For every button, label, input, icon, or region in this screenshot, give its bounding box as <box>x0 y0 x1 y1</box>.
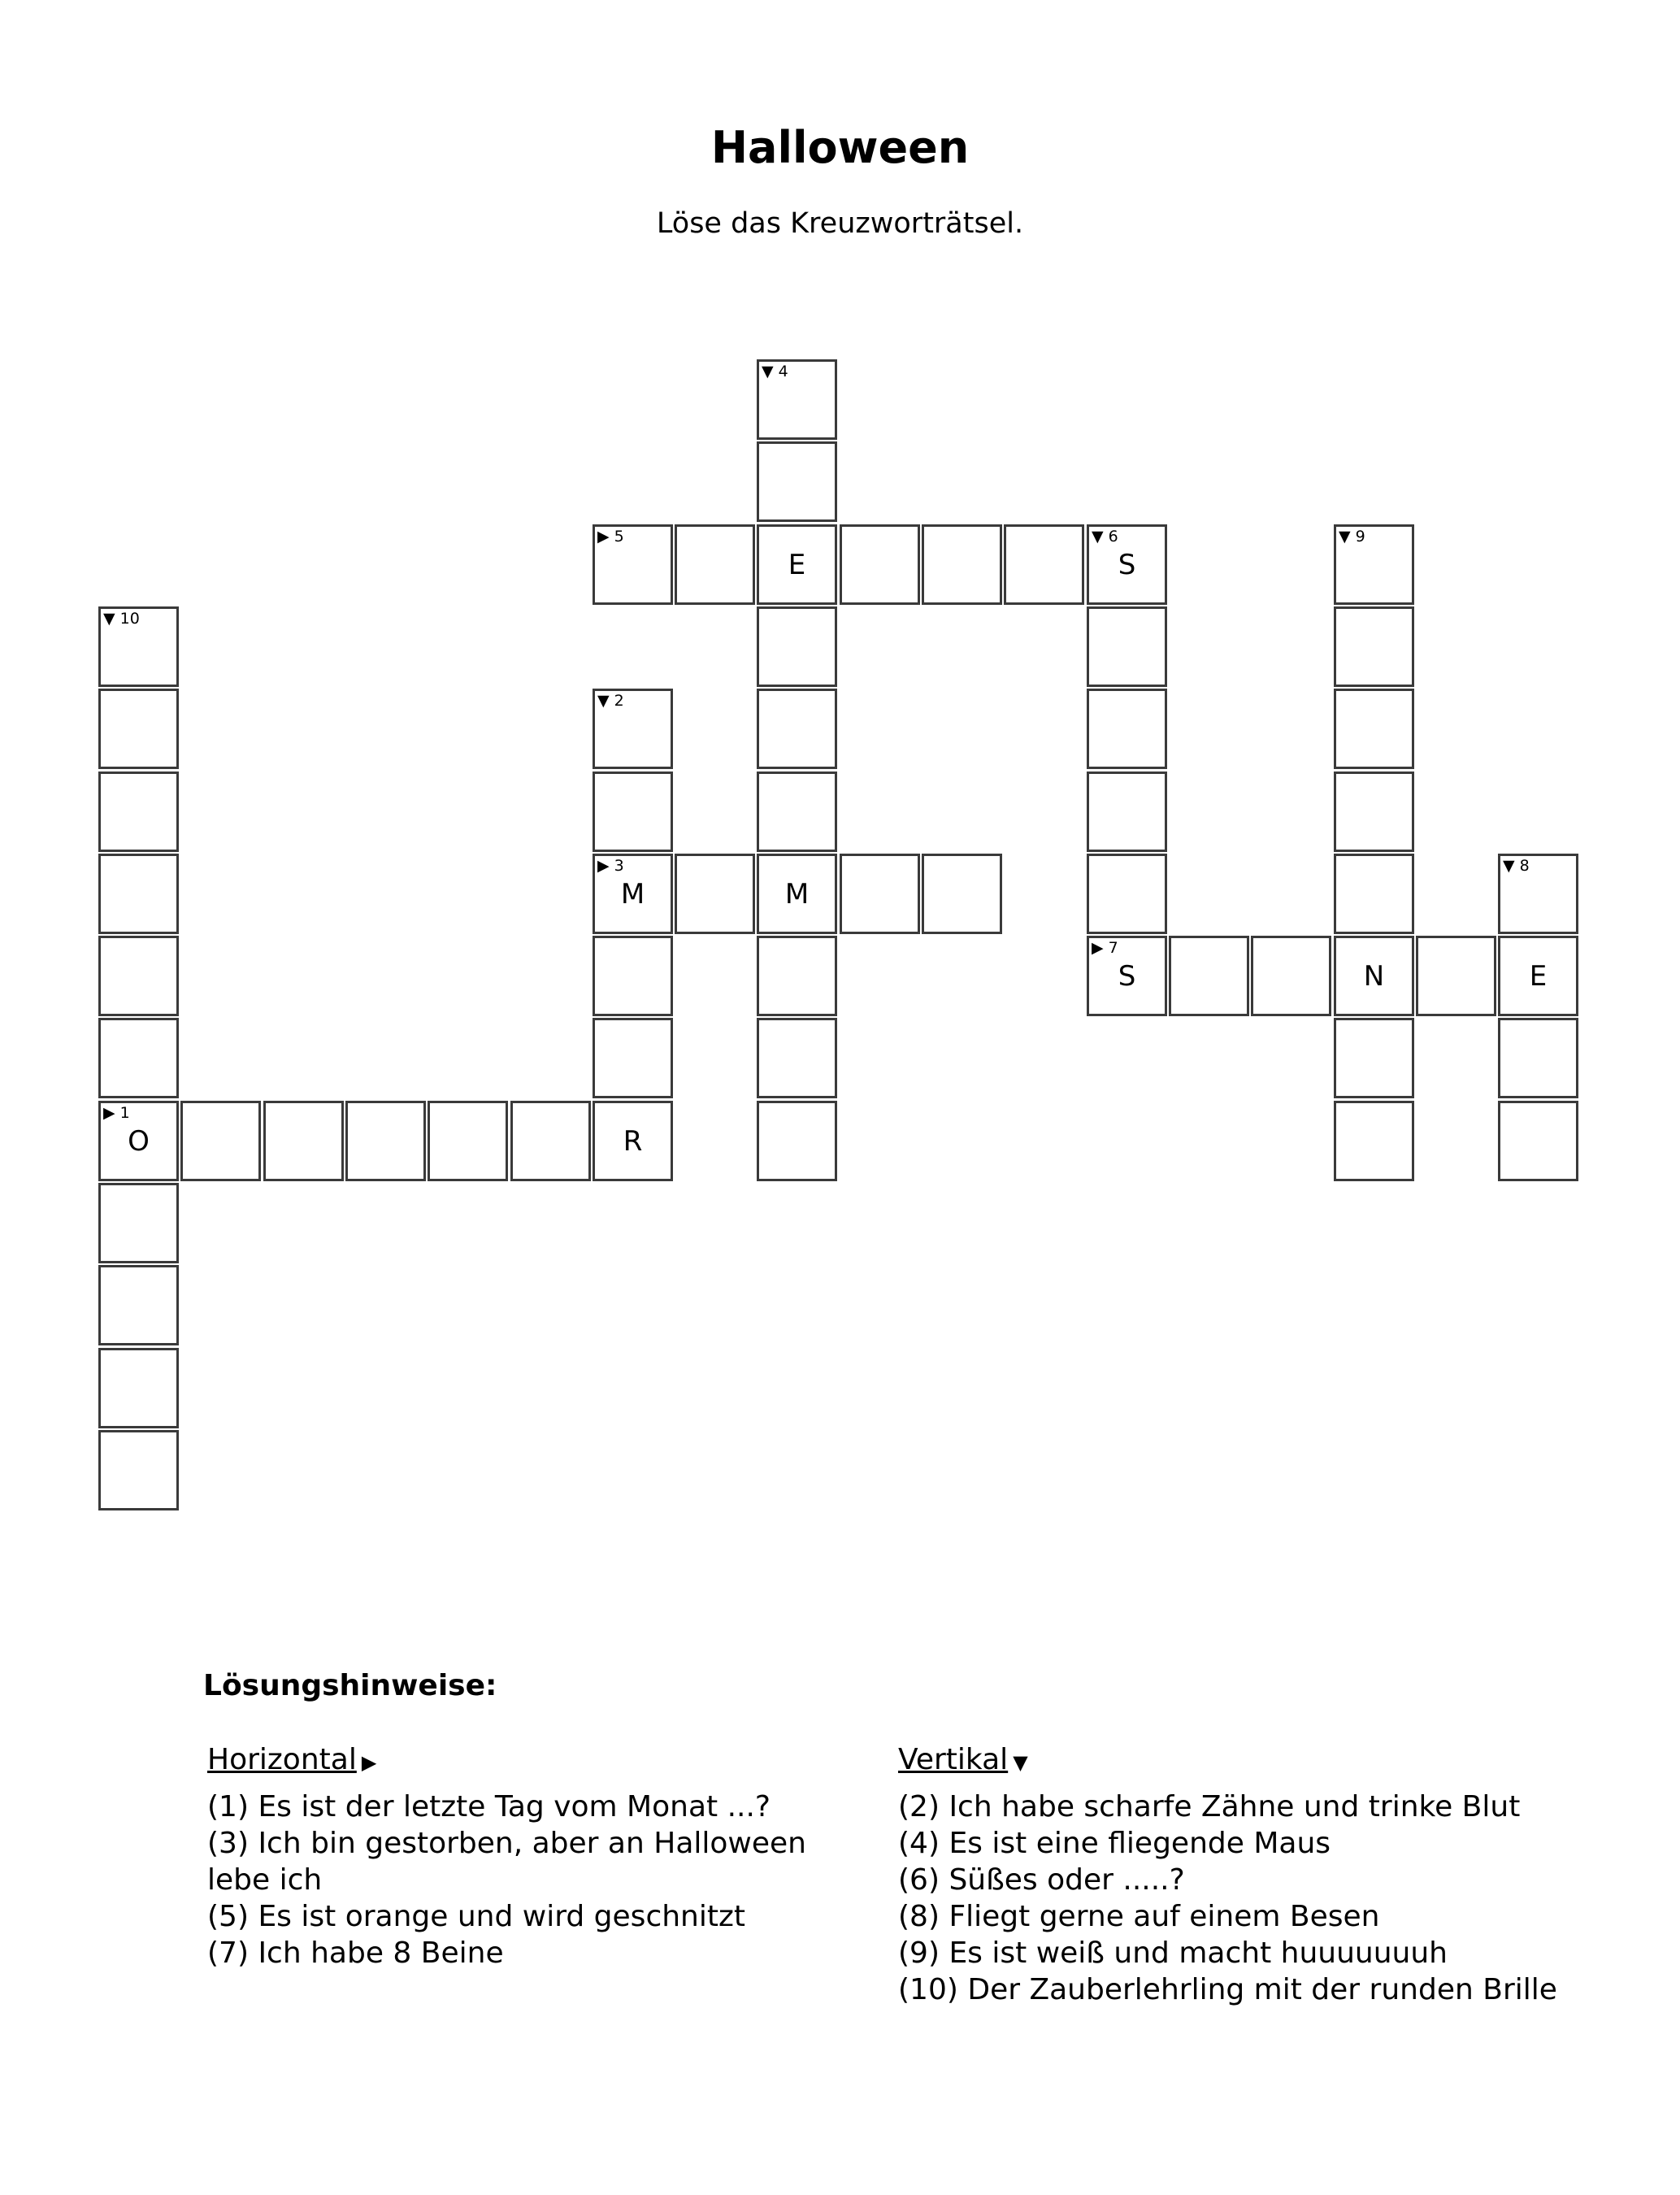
cell-number: ▶ 5 <box>597 528 624 545</box>
crossword-cell[interactable] <box>1334 1101 1414 1181</box>
crossword-cell[interactable] <box>1498 1101 1578 1181</box>
crossword-cell[interactable] <box>98 1430 179 1510</box>
crossword-cell[interactable] <box>1004 524 1084 605</box>
cell-number: ▶ 7 <box>1092 939 1118 957</box>
clue-down: (4) Es ist eine fliegende Maus <box>898 1827 1331 1860</box>
crossword-cell[interactable] <box>922 854 1002 934</box>
crossword-cell[interactable] <box>1087 524 1167 605</box>
crossword-cell[interactable] <box>1087 936 1167 1016</box>
clue-down: (10) Der Zauberlehrling mit der runden Brille <box>898 1973 1557 2006</box>
cell-letter: E <box>788 549 806 581</box>
clue-across: (5) Es ist orange und wird geschnitzt <box>207 1900 745 1933</box>
crossword-cell[interactable] <box>1087 606 1167 687</box>
down-label: Vertikal <box>898 1743 1009 1776</box>
crossword-cell[interactable] <box>593 1101 673 1181</box>
crossword-cell[interactable] <box>98 689 179 769</box>
crossword-cell[interactable] <box>1087 772 1167 852</box>
crossword-cell[interactable] <box>345 1101 426 1181</box>
right-arrow-icon: ▶ <box>361 1751 377 1774</box>
cell-letter: M <box>784 878 810 911</box>
across-label: Horizontal <box>207 1743 357 1776</box>
clue-down: (6) Süßes oder .....? <box>898 1863 1185 1897</box>
cell-letter: S <box>1118 549 1136 581</box>
crossword-cell[interactable] <box>98 1018 179 1098</box>
crossword-cell[interactable] <box>98 606 179 687</box>
crossword-cell[interactable] <box>757 772 837 852</box>
cell-number: ▶ 3 <box>597 857 624 875</box>
crossword-cell[interactable] <box>757 1018 837 1098</box>
crossword-cell[interactable] <box>1251 936 1331 1016</box>
crossword-cell[interactable] <box>510 1101 591 1181</box>
crossword-cell[interactable] <box>98 1183 179 1263</box>
crossword-cell[interactable] <box>1498 1018 1578 1098</box>
clue-down: (8) Fliegt gerne auf einem Besen <box>898 1900 1380 1933</box>
crossword-cell[interactable] <box>180 1101 261 1181</box>
down-heading <box>898 1743 1028 1776</box>
crossword-cell[interactable] <box>1087 854 1167 934</box>
down-clue-list <box>898 1789 1630 2008</box>
cell-letter: R <box>623 1125 643 1158</box>
crossword-cell[interactable] <box>1498 854 1578 934</box>
crossword-cell[interactable] <box>1334 689 1414 769</box>
across-clue-list <box>207 1789 857 1971</box>
crossword-cell[interactable] <box>428 1101 508 1181</box>
crossword-cell[interactable] <box>593 936 673 1016</box>
crossword-cell[interactable] <box>922 524 1002 605</box>
cell-number: ▼ 6 <box>1092 528 1118 545</box>
crossword-cell[interactable] <box>757 1101 837 1181</box>
crossword-cell[interactable] <box>1416 936 1496 1016</box>
across-heading <box>207 1743 376 1776</box>
page-subtitle: Löse das Kreuzworträtsel. <box>656 207 1024 240</box>
crossword-cell[interactable] <box>840 854 920 934</box>
crossword-cell[interactable] <box>1169 936 1249 1016</box>
clue-across: (3) Ich bin gestorben, aber an Halloween lebe ich <box>207 1827 806 1897</box>
hints-heading: Lösungshinweise: <box>203 1669 497 1702</box>
crossword-cell[interactable] <box>263 1101 344 1181</box>
clue-across: (7) Ich habe 8 Beine <box>207 1936 504 1970</box>
cell-number: ▼ 8 <box>1503 857 1530 875</box>
cell-letter: O <box>128 1125 150 1158</box>
cell-letter: M <box>620 878 645 911</box>
crossword-cell[interactable] <box>98 1265 179 1345</box>
crossword-cell[interactable] <box>98 1101 179 1181</box>
crossword-cell[interactable] <box>1334 854 1414 934</box>
crossword-cell[interactable] <box>98 936 179 1016</box>
clue-down: (2) Ich habe scharfe Zähne und trinke Blut <box>898 1790 1521 1823</box>
cell-number: ▼ 2 <box>597 692 624 710</box>
cell-letter: S <box>1118 960 1136 993</box>
crossword-cell[interactable] <box>1087 689 1167 769</box>
crossword-cell[interactable] <box>757 441 837 522</box>
cell-number: ▼ 4 <box>762 363 788 380</box>
clue-across: (1) Es ist der letzte Tag vom Monat ...? <box>207 1790 771 1823</box>
cell-number: ▶ 1 <box>103 1104 130 1122</box>
cell-number: ▼ 9 <box>1339 528 1365 545</box>
cell-letter: E <box>1529 960 1548 993</box>
crossword-cell[interactable] <box>593 1018 673 1098</box>
cell-number: ▼ 10 <box>103 610 140 628</box>
crossword-cell[interactable] <box>757 936 837 1016</box>
clue-down: (9) Es ist weiß und macht huuuuuuuh <box>898 1936 1448 1970</box>
crossword-cell[interactable] <box>98 854 179 934</box>
crossword-cell[interactable] <box>1334 1018 1414 1098</box>
crossword-cell[interactable] <box>675 854 755 934</box>
crossword-cell[interactable] <box>840 524 920 605</box>
crossword-cell[interactable] <box>593 689 673 769</box>
crossword-cell[interactable] <box>757 606 837 687</box>
crossword-cell[interactable] <box>757 524 837 605</box>
crossword-cell[interactable] <box>1334 772 1414 852</box>
crossword-cell[interactable] <box>98 772 179 852</box>
crossword-cell[interactable] <box>675 524 755 605</box>
crossword-cell[interactable] <box>1334 936 1414 1016</box>
down-arrow-icon: ▼ <box>1013 1751 1028 1774</box>
crossword-cell[interactable] <box>593 524 673 605</box>
crossword-cell[interactable] <box>757 854 837 934</box>
crossword-cell[interactable] <box>593 854 673 934</box>
crossword-cell[interactable] <box>1334 524 1414 605</box>
page-title: Halloween <box>710 122 970 173</box>
cell-letter: N <box>1363 960 1385 993</box>
crossword-cell[interactable] <box>757 689 837 769</box>
crossword-cell[interactable] <box>757 359 837 440</box>
crossword-cell[interactable] <box>1498 936 1578 1016</box>
crossword-cell[interactable] <box>1334 606 1414 687</box>
crossword-cell[interactable] <box>98 1348 179 1428</box>
crossword-cell[interactable] <box>593 772 673 852</box>
